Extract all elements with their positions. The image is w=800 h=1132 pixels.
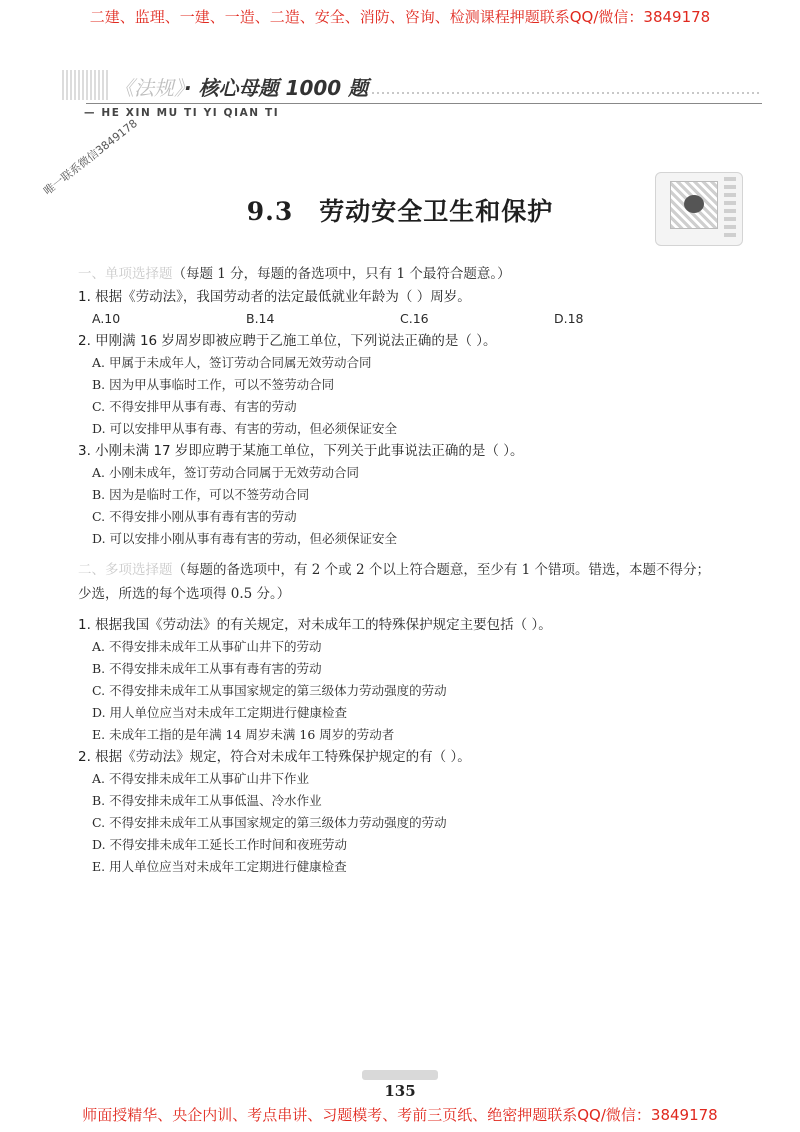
option-e: E. 未成年工指的是年满 14 周岁未满 16 周岁的劳动者 bbox=[92, 727, 395, 742]
option-c: C. 不得安排甲从事有毒、有害的劳动 bbox=[92, 399, 297, 414]
option-b: B.14 bbox=[246, 311, 275, 326]
multiple-choice-instruction: （每题的备选项中，有 2 个或 2 个以上符合题意，至少有 1 个错项。错选，本题不得分； bbox=[172, 562, 711, 578]
multiple-choice-header bbox=[78, 558, 738, 582]
option-e: E. 用人单位应当对未成年工定期进行健康检查 bbox=[92, 859, 347, 874]
question-item bbox=[78, 746, 738, 878]
multiple-choice-instruction-cont: 少选，所选的每个选项得 0.5 分。） bbox=[78, 586, 291, 602]
option-row bbox=[78, 308, 738, 330]
single-choice-name: 一、单项选择题 bbox=[78, 266, 173, 282]
page-number-shade bbox=[362, 1070, 438, 1080]
option-a: A.10 bbox=[92, 311, 121, 326]
book-running-header bbox=[62, 66, 762, 126]
option-b: B. 因为是临时工作，可以不签劳动合同 bbox=[92, 487, 310, 502]
page-number: 135 bbox=[384, 1082, 416, 1100]
question-content bbox=[78, 262, 738, 878]
option-b: B. 因为甲从事临时工作，可以不签劳动合同 bbox=[92, 377, 335, 392]
option-d: D. 可以安排小刚从事有毒有害的劳动，但必须保证安全 bbox=[92, 531, 398, 546]
multiple-choice-name: 二、多项选择题 bbox=[78, 562, 173, 578]
question-stem: 2. 甲刚满 16 岁周岁即被应聘于乙施工单位，下列说法正确的是（ ）。 bbox=[78, 333, 497, 349]
option-a: A. 小刚未成年，签订劳动合同属于无效劳动合同 bbox=[92, 465, 359, 480]
question-stem: 1. 根据《劳动法》，我国劳动者的法定最低就业年龄为（ ）周岁。 bbox=[78, 289, 471, 305]
option-a: A. 不得安排未成年工从事矿山井下作业 bbox=[92, 771, 309, 786]
question-item bbox=[78, 286, 738, 330]
book-title-faint: 《法规》 bbox=[114, 76, 184, 100]
option-c: C. 不得安排未成年工从事国家规定的第三级体力劳动强度的劳动 bbox=[92, 683, 447, 698]
book-title-pinyin: — HE XIN MU TI YI QIAN TI bbox=[84, 107, 280, 119]
book-title bbox=[114, 72, 368, 101]
book-title-main: · 核心母题 1000 题 bbox=[184, 76, 369, 100]
question-stem: 1. 根据我国《劳动法》的有关规定，对未成年工的特殊保护规定主要包括（ ）。 bbox=[78, 617, 552, 633]
top-ad-banner: 二建、监理、一建、一造、二造、安全、消防、咨询、检测课程押题联系QQ/微信：3849178 bbox=[89, 8, 711, 26]
question-stem: 2. 根据《劳动法》规定，符合对未成年工特殊保护规定的有（ ）。 bbox=[78, 749, 471, 765]
option-a: A. 不得安排未成年工从事矿山井下的劳动 bbox=[92, 639, 322, 654]
header-dotted-rule bbox=[372, 92, 762, 94]
option-d: D. 用人单位应当对未成年工定期进行健康检查 bbox=[92, 705, 348, 720]
option-b: B. 不得安排未成年工从事低温、冷水作业 bbox=[92, 793, 322, 808]
section-title: 9.3 劳动安全卫生和保护 bbox=[246, 197, 554, 226]
option-c: C. 不得安排未成年工从事国家规定的第三级体力劳动强度的劳动 bbox=[92, 815, 447, 830]
option-d: D. 不得安排未成年工延长工作时间和夜班劳动 bbox=[92, 837, 348, 852]
option-b: B. 不得安排未成年工从事有毒有害的劳动 bbox=[92, 661, 322, 676]
option-c: C. 不得安排小刚从事有毒有害的劳动 bbox=[92, 509, 297, 524]
single-choice-instruction: （每题 1 分，每题的备选项中，只有 1 个最符合题意。） bbox=[172, 266, 511, 282]
option-d: D. 可以安排甲从事有毒、有害的劳动，但必须保证安全 bbox=[92, 421, 398, 436]
question-item bbox=[78, 440, 738, 550]
option-a: A. 甲属于未成年人，签订劳动合同属无效劳动合同 bbox=[92, 355, 372, 370]
question-item bbox=[78, 330, 738, 440]
option-c: C.16 bbox=[400, 311, 429, 326]
single-choice-header bbox=[78, 262, 738, 286]
header-decoration bbox=[62, 70, 110, 100]
option-d: D.18 bbox=[554, 311, 584, 326]
contact-watermark: 唯一联系微信3849178 bbox=[41, 116, 140, 198]
question-item bbox=[78, 614, 738, 746]
header-rule bbox=[86, 103, 762, 104]
bottom-ad-banner: 师面授精华、央企内训、考点串讲、习题模考、考前三页纸、绝密押题联系QQ/微信：3849178 bbox=[82, 1106, 718, 1124]
question-stem: 3. 小刚未满 17 岁即应聘于某施工单位，下列关于此事说法正确的是（ ）。 bbox=[78, 443, 524, 459]
